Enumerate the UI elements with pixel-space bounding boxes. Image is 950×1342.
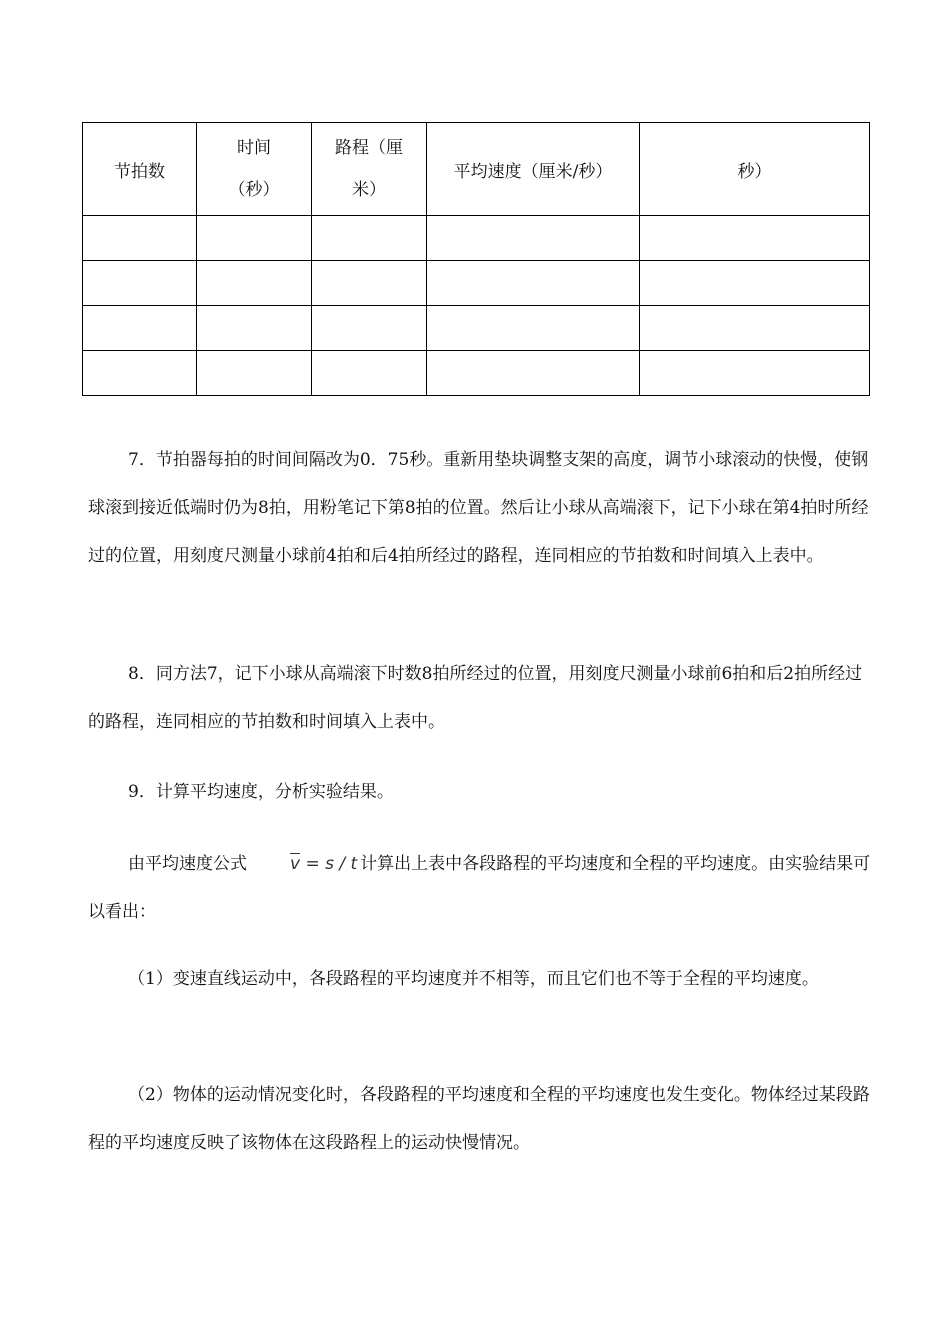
table-cell (312, 261, 427, 306)
header-time-line1: 时间 (237, 138, 271, 158)
header-time (197, 123, 312, 216)
paragraph-conclusion-2: （2）物体的运动情况变化时，各段路程的平均速度和全程的平均速度也发生变化。物体经过某段路程的平均速度反映了该物体在这段路程上的运动快慢情况。 (88, 1085, 870, 1153)
header-time-line2: （秒） (228, 180, 280, 200)
table-row (83, 216, 870, 261)
table-row (83, 306, 870, 351)
header-avg-speed: 平均速度（厘米/秒） (427, 123, 640, 216)
header-beats: 节拍数 (83, 123, 197, 216)
table-row (83, 351, 870, 396)
formula-rest: = s / t (300, 854, 358, 874)
header-distance-line2: 米） (352, 180, 386, 200)
record-table-container (82, 122, 869, 396)
paragraph-formula (88, 840, 878, 936)
table-cell (640, 351, 870, 396)
table-cell (197, 306, 312, 351)
header-distance (312, 123, 427, 216)
header-distance-line1: 路程（厘 (335, 138, 403, 158)
table-cell (427, 351, 640, 396)
table-cell (312, 351, 427, 396)
table-cell (640, 261, 870, 306)
average-speed-formula (250, 840, 357, 888)
record-table (82, 122, 870, 396)
formula-lead-text: 由平均速度公式 (128, 854, 247, 874)
table-cell (83, 306, 197, 351)
table-cell (640, 306, 870, 351)
table-cell (197, 216, 312, 261)
header-last-col: 秒） (640, 123, 870, 216)
table-cell (197, 351, 312, 396)
table-cell (83, 261, 197, 306)
table-row (83, 261, 870, 306)
table-cell (312, 306, 427, 351)
table-cell (83, 351, 197, 396)
table-cell (197, 261, 312, 306)
paragraph-step-8: 8．同方法7，记下小球从高端滚下时数8拍所经过的位置，用刻度尺测量小球前6拍和后2拍所经过的路程，连同相应的节拍数和时间填入上表中。 (88, 664, 863, 732)
formula-follow-text: 计算出上表中各段路程的平均速度和全程的平均速度。由实验结果可以看出： (88, 854, 871, 922)
table-cell (427, 261, 640, 306)
table-cell (83, 216, 197, 261)
formula-v-bar: $\overline{v}$ (290, 854, 301, 874)
paragraph-step-9: 9．计算平均速度，分析实验结果。 (128, 782, 394, 802)
table-cell (312, 216, 427, 261)
table-cell (640, 216, 870, 261)
paragraph-step-7: 7．节拍器每拍的时间间隔改为0．75秒。重新用垫块调整支架的高度，调节小球滚动的快慢，使钢球滚到接近低端时仍为8拍，用粉笔记下第8拍的位置。然后让小球从高端滚下，记下小球在第4拍时所经过的位置，用刻度尺测量小球前4拍和后4拍所经过的路程，连同相应的节拍数和时间填入上表中。 (88, 450, 869, 566)
paragraph-conclusion-1: （1）变速直线运动中，各段路程的平均速度并不相等，而且它们也不等于全程的平均速度。 (128, 969, 819, 989)
table-header-row (83, 123, 870, 216)
table-cell (427, 306, 640, 351)
table-cell (427, 216, 640, 261)
